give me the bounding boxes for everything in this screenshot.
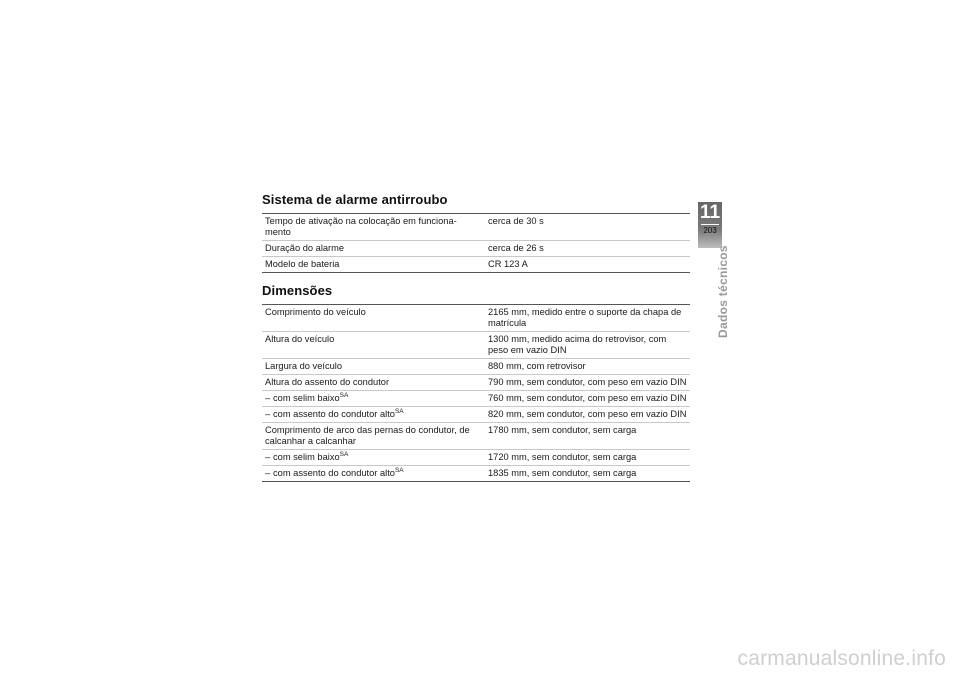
table-row — [262, 257, 690, 273]
table-row — [262, 359, 690, 375]
table-row — [262, 407, 690, 423]
row-label: com selim baixo — [273, 452, 340, 462]
row-label-cell — [262, 305, 483, 332]
optional-equipment-marker: SA — [394, 408, 404, 415]
table-row — [262, 466, 690, 482]
watermark: carmanualsonline.info — [737, 647, 946, 670]
row-label: Altura do assento do condutor — [265, 377, 390, 387]
row-value: 1835 mm, sem condutor, sem carga — [483, 466, 690, 482]
list-dash: – — [265, 409, 271, 419]
row-label-cell — [262, 332, 483, 359]
row-label-cell — [262, 391, 483, 407]
row-label: Altura do veículo — [265, 334, 335, 344]
row-value: CR 123 A — [483, 257, 690, 273]
row-value: 880 mm, com retrovisor — [483, 359, 690, 375]
row-value: 790 mm, sem condutor, com peso em vazio DIN — [483, 375, 690, 391]
row-value: 1780 mm, sem condutor, sem carga — [483, 423, 690, 450]
row-label-cell — [262, 466, 483, 482]
row-label-cell — [262, 359, 483, 375]
table-row — [262, 375, 690, 391]
dimensions-table — [262, 304, 690, 482]
table-row — [262, 423, 690, 450]
row-value: 2165 mm, medido entre o suporte da chapa de matrícula — [488, 307, 682, 328]
row-value: 820 mm, sem condutor, com peso em vazio DIN — [483, 407, 690, 423]
chapter-tab — [698, 202, 722, 248]
list-dash: – — [265, 393, 271, 403]
table-row — [262, 305, 690, 332]
row-label-cell — [262, 257, 483, 273]
row-label-cell — [262, 375, 483, 391]
page-number: 203 — [703, 226, 717, 235]
list-dash: – — [265, 452, 271, 462]
table-row — [262, 450, 690, 466]
row-value: 1300 mm, medido acima do retrovisor, com peso em vazio DIN — [483, 332, 690, 359]
row-label: Modelo de bateria — [265, 259, 340, 269]
row-label-cell — [262, 214, 483, 241]
table-row — [262, 241, 690, 257]
row-label: Duração do alarme — [265, 243, 345, 253]
row-value: cerca de 30 s — [488, 216, 544, 226]
row-label-cell — [262, 407, 483, 423]
page-content — [262, 192, 690, 482]
alarm-section-title: Sistema de alarme antirroubo — [262, 192, 448, 207]
optional-equipment-marker: SA — [394, 467, 404, 474]
row-label: Comprimento de arco das pernas do condutor, de calcanhar a calcanhar — [265, 425, 470, 446]
optional-equipment-marker: SA — [339, 392, 349, 399]
row-label: Largura do veículo — [265, 361, 343, 371]
row-label: Comprimento do veículo — [265, 307, 366, 317]
row-value: cerca de 26 s — [483, 241, 690, 257]
chapter-side-label-text: Dados técnicos — [716, 245, 730, 338]
dimensions-section-title: Dimensões — [262, 283, 333, 298]
chapter-tab-divider — [701, 224, 719, 225]
table-row — [262, 391, 690, 407]
row-label-cell — [262, 450, 483, 466]
list-dash: – — [265, 468, 271, 478]
row-label-cell — [262, 241, 483, 257]
table-row — [262, 214, 690, 241]
row-label: com assento do condutor alto — [273, 468, 395, 478]
row-label: Tempo de ativação na colocação em funciona- mento — [265, 216, 457, 237]
row-label: com assento do condutor alto — [273, 409, 395, 419]
row-label: com selim baixo — [273, 393, 340, 403]
row-value: 760 mm, sem condutor, com peso em vazio DIN — [483, 391, 690, 407]
chapter-number: 11 — [699, 202, 721, 223]
alarm-table — [262, 213, 690, 273]
row-value: 1720 mm, sem condutor, sem carga — [483, 450, 690, 466]
table-row — [262, 332, 690, 359]
optional-equipment-marker: SA — [339, 451, 349, 458]
row-label-cell — [262, 423, 483, 450]
